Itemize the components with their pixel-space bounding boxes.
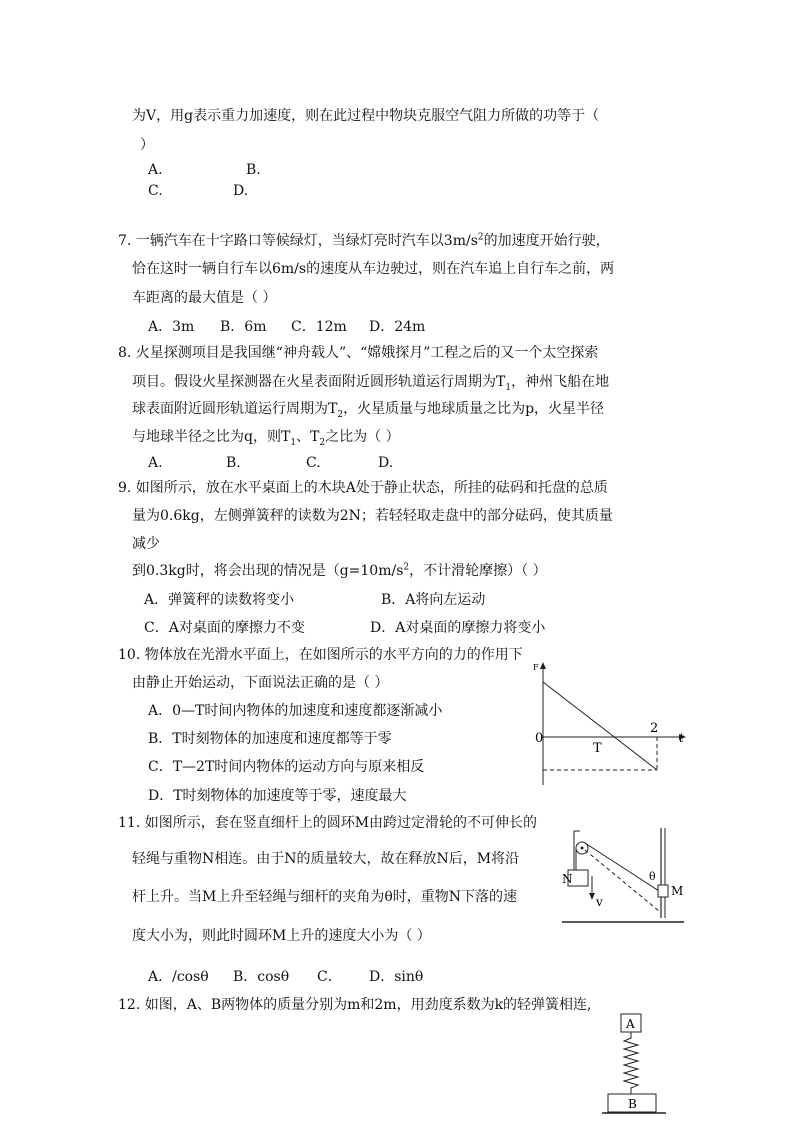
- q7-option-a: A．3m: [148, 319, 195, 335]
- q11-option-b: B．cosθ: [233, 969, 290, 985]
- force-line: [543, 682, 657, 770]
- q9-line-2: 量为0.6kg，左侧弹簧秤的读数为2N；若轻轻取走盘中的部分砝码，使其质量: [132, 508, 613, 524]
- q7-exponent: 2: [477, 232, 484, 243]
- q9-line-4-text: 到0.3kg时，将会出现的情况是（g=10m/s: [132, 563, 404, 579]
- q10-line-1: 10. 物体放在光滑水平面上，在如图所示的水平方向的力的作用下: [118, 647, 523, 663]
- ring-m: [658, 885, 668, 897]
- q9-option-d: D．A对桌面的摩擦力将变小: [370, 620, 546, 636]
- q7-line-1-text: 7. 一辆汽车在十字路口等候绿灯，当绿灯亮时汽车以3m/s: [118, 233, 478, 249]
- q9-option-a: A．弹簧秤的读数将变小: [144, 592, 295, 608]
- q8-line-2-text: 项目。假设火星探测器在火星表面附近圆形轨道运行周期为T: [132, 374, 506, 390]
- q8-line-3: [132, 401, 605, 420]
- q10-option-a: A．0—T时间内物体的加速度和速度都逐渐减小: [148, 703, 443, 719]
- q8-line-4-c: 之比为（ ）: [325, 429, 400, 445]
- q8-line-4-sub-1: 1: [290, 437, 297, 448]
- q7-option-c: C．12m: [291, 319, 347, 335]
- v-label: v: [596, 895, 603, 909]
- q7-line-3: 车距离的最大值是（ ）: [132, 290, 277, 306]
- q8-line-4-sub-2: 2: [319, 437, 326, 448]
- q8-option-c: C.: [306, 455, 321, 471]
- q10-option-c: C．T—2T时间内物体的运动方向与原来相反: [148, 759, 425, 775]
- q10-option-b: B．T时刻物体的加速度和速度都等于零: [148, 731, 392, 747]
- q8-line-2-tail: ，神州飞船在地: [511, 374, 610, 390]
- q6-option-b: B.: [246, 162, 261, 178]
- q11-pulley-diagram: [560, 826, 690, 926]
- q11-line-3: 杆上升。当M上升至轻绳与细杆的夹角为θ时，重物N下落的速: [132, 889, 518, 905]
- q8-option-b: B.: [226, 455, 241, 471]
- origin-label: 0: [535, 731, 544, 746]
- q11-option-c: C．: [317, 969, 342, 985]
- q6-line-2: ）: [140, 137, 154, 153]
- q8-line-4-b: 、T: [296, 429, 320, 445]
- q11-option-d: D．sinθ: [369, 969, 424, 985]
- q6-line-1: 为V，用g表示重力加速度，则在此过程中物块克服空气阻力所做的功等于（: [132, 108, 600, 124]
- q7-line-2: 恰在这时一辆自行车以6m/s的速度从车边驶过，则在汽车追上自行车之前，两: [132, 261, 615, 277]
- q7-line-1: [118, 234, 610, 248]
- q8-line-4-a: 与地球半径之比为q，则T: [132, 429, 291, 445]
- q11-line-4: 度大小为，则此时圆环M上升的速度大小为（ ）: [132, 928, 431, 944]
- q8-line-4: [132, 429, 400, 448]
- q8-line-2: [132, 374, 610, 393]
- t-axis-label: t: [679, 731, 684, 745]
- q12-line-1: 12. 如图，A、B两物体的质量分别为m和2m，用劲度系数为k的轻弹簧相连,: [118, 997, 592, 1013]
- q9-line-3: 减少: [132, 536, 160, 552]
- q8-line-1: 8. 火星探测项目是我国继“神舟载人”、“嫦娥探月”工程之后的又一个太空探索: [118, 345, 599, 361]
- q8-option-d: D.: [378, 455, 394, 471]
- q6-option-d: D.: [233, 183, 249, 199]
- q6-option-c: C.: [148, 183, 163, 199]
- q10-option-d: D．T时刻物体的加速度等于零，速度最大: [148, 788, 407, 804]
- q9-line-4: [132, 564, 547, 578]
- q7-option-b: B．6m: [220, 319, 267, 335]
- b-label: B: [628, 1097, 637, 1111]
- a-label: A: [626, 1017, 635, 1031]
- n-label: N: [562, 872, 573, 886]
- q9-line-1: 9. 如图所示，放在水平桌面上的木块A处于静止状态，所挂的砝码和托盘的总质: [118, 480, 608, 496]
- q9-option-c: C．A对桌面的摩擦力不变: [144, 620, 305, 636]
- q11-line-2: 轻绳与重物N相连。由于N的质量较大，故在释放N后，M将沿: [132, 851, 520, 867]
- spring: [624, 1032, 638, 1094]
- q7-option-d: D．24m: [369, 319, 426, 335]
- t-label: T: [593, 741, 602, 756]
- f-axis-label: F: [533, 663, 539, 672]
- theta-label: θ: [649, 870, 656, 883]
- q9-exponent: 2: [403, 562, 410, 573]
- q6-option-a: A.: [148, 162, 163, 178]
- q12-spring-diagram: [600, 1010, 680, 1118]
- q10-force-time-graph: [532, 660, 692, 790]
- q8-sub-2: 2: [337, 409, 344, 420]
- q7-line-1-tail: 的加速度开始行驶，: [483, 233, 610, 249]
- m-label: M: [671, 884, 684, 898]
- q8-option-a: A.: [148, 455, 163, 471]
- rope: [585, 843, 659, 891]
- q9-option-b: B．A将向左运动: [381, 592, 486, 608]
- end-label: 2: [650, 721, 659, 736]
- f-axis-arrow: [540, 662, 546, 669]
- q8-line-3-text: 球表面附近圆形轨道运行周期为T: [132, 401, 338, 417]
- q8-sub-1: 1: [505, 382, 512, 393]
- q11-line-1: 11. 如图所示，套在竖直细杆上的圆环M由跨过定滑轮的不可伸长的: [118, 815, 538, 831]
- q9-line-4-tail: ，不计滑轮摩擦）（ ）: [409, 563, 547, 579]
- q8-line-3-tail: ，火星质量与地球质量之比为p，火星半径: [343, 401, 605, 417]
- velocity-arrow-head: [589, 893, 595, 900]
- pulley-axle: [581, 847, 584, 850]
- q11-option-a: A．/cosθ: [148, 969, 209, 985]
- q10-line-2: 由静止开始运动，下面说法正确的是（ ）: [132, 675, 389, 691]
